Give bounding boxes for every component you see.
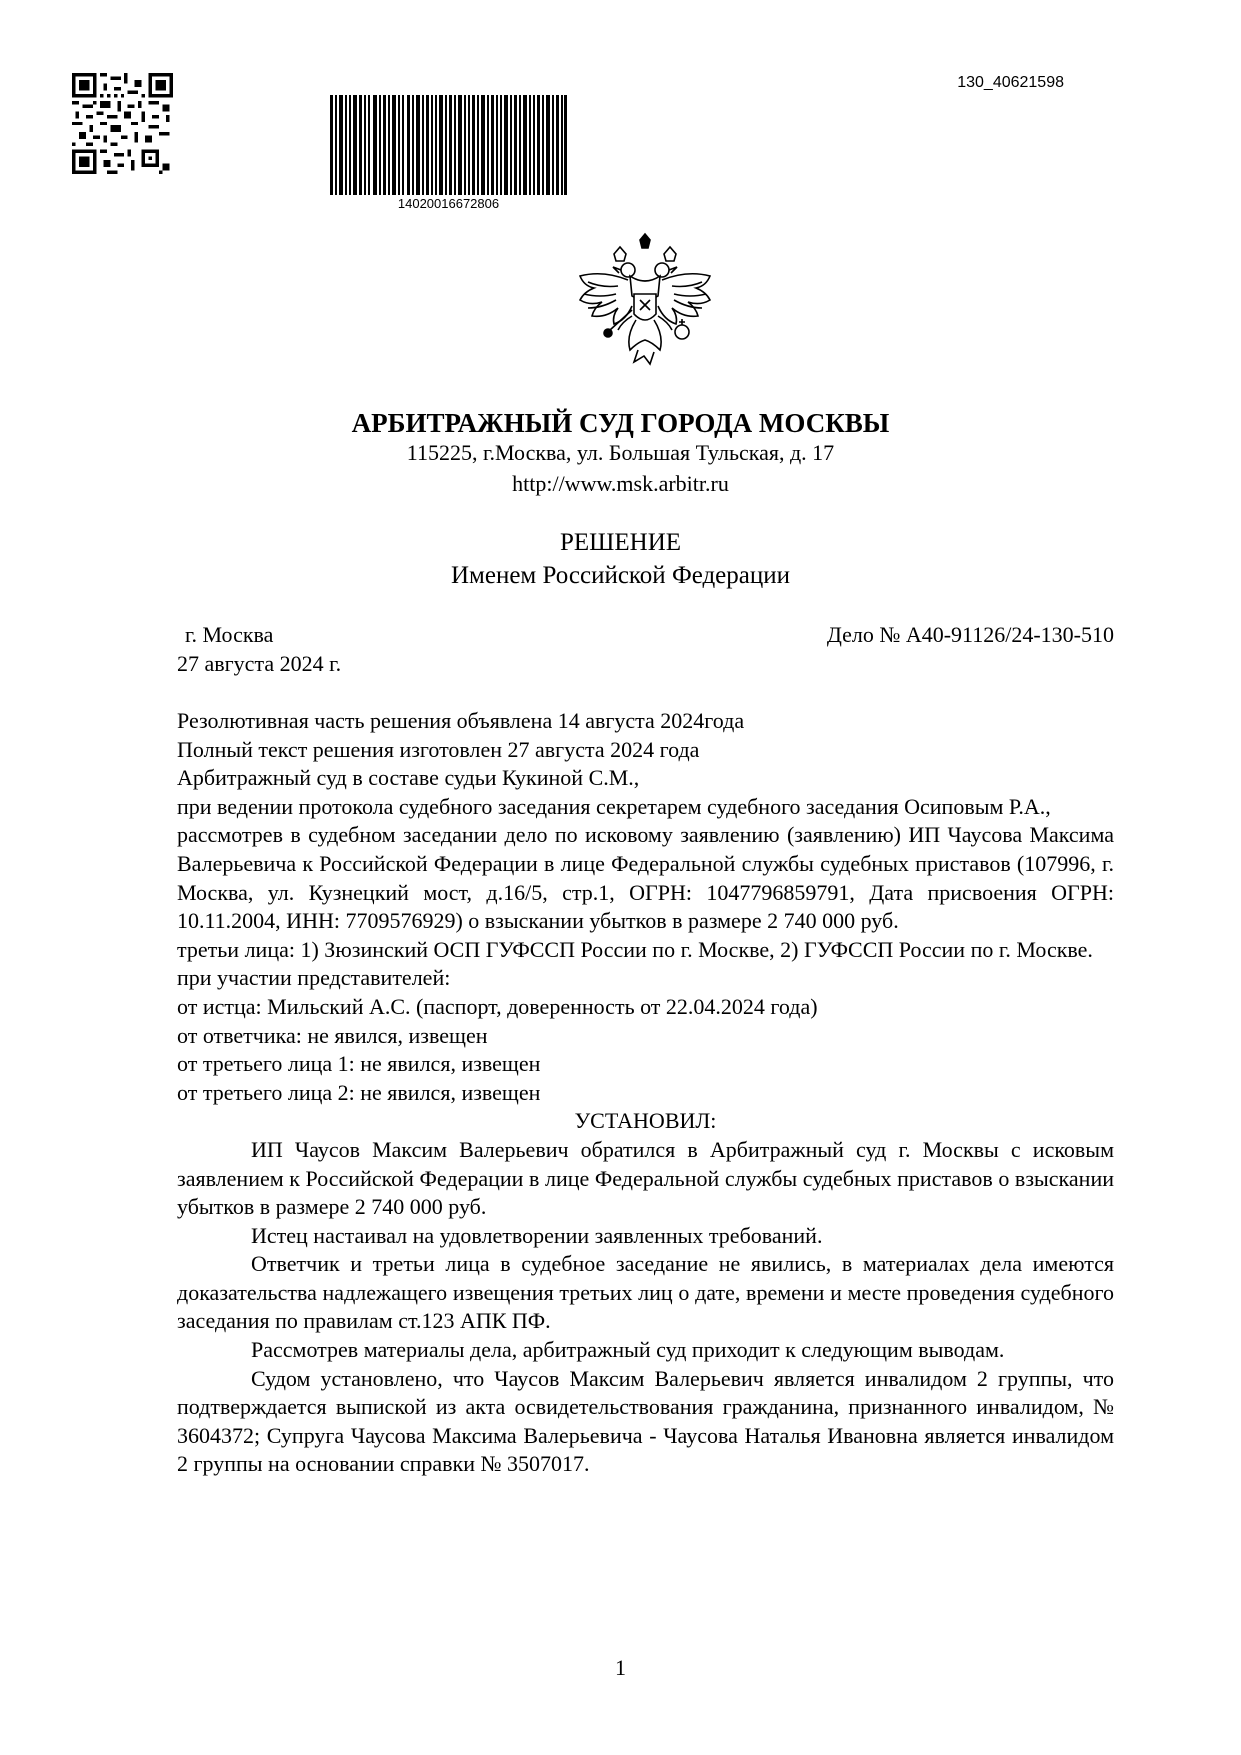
page-number: 1 [615,1655,626,1680]
body-paragraph: Ответчик и третьи лица в судебное заседание не явились, в материалах дела имеются доказательства надлежащего извещения третьих лиц о дате, времени и месте проведения судебного заседания по правилам ст.123 АПК ПФ. [177,1251,1114,1334]
body-paragraph: ИП Чаусов Максим Валерьевич обратился в Арбитражный суд г. Москвы с исковым заявлением к Российской Федерации в лице Федеральной службы судебных приставов о взыскании убытков в размере 2 740 000 руб. [177,1136,1114,1220]
body-paragraph: Истец настаивал на удовлетворении заявленных требований. [251,1222,823,1248]
body-paragraph: Судом установлено, что Чаусов Максим Валерьевич является инвалидом 2 группы, что подтверждается выпиской из акта освидетельствования гражданина, признанного инвалидом, № 3604372; Супруга Чаусова Максима Валерьевича - Чаусова Наталья Ивановна является инвалидом 2 группы на основании справки № 3507017. [177,1365,1114,1477]
section-heading: УСТАНОВИЛ: [574,1108,717,1134]
body-paragraph: Полный текст решения изготовлен 27 августа 2024 года [177,736,700,762]
decision-subtitle: Именем Российской Федерации [450,562,791,589]
document-id: 130_40621598 [957,74,1064,91]
decision-city: г. Москва [185,622,274,647]
body-paragraph: Арбитражный суд в составе судьи Кукиной С.М., [177,765,640,791]
case-number: Дело № А40-91126/24-130-510 [826,622,1114,647]
court-website-link[interactable]: http://www.msk.arbitr.ru [512,471,729,496]
body-paragraph: Рассмотрев материалы дела, арбитражный суд приходит к следующим выводам. [251,1337,1005,1363]
body-paragraph: третьи лица: 1) Зюзинский ОСП ГУФССП России по г. Москве, 2) ГУФССП России по г. Москве. [177,936,1093,962]
body-paragraph: рассмотрев в судебном заседании дело по исковому заявлению (заявлению) ИП Чаусова Максима Валерьевича к Российской Федерации в лице Федеральной службы судебных приставов (107996, г. Москва, ул. Кузнецкий мост, д.16/5, стр.1, ОГРН: 1047796859791, Дата присвоения ОГРН: 10.11.2004, ИНН: 7709576929) о взыскании убытков в размере 2 740 000 руб. [177,822,1114,934]
court-address: 115225, г.Москва, ул. Большая Тульская, д. 17 [406,440,835,465]
decision-title: РЕШЕНИЕ [559,529,682,556]
body-paragraph: от истца: Мильский А.С. (паспорт, доверенность от 22.04.2024 года) [177,993,818,1019]
decision-body [177,707,1114,1479]
body-paragraph: при ведении протокола судебного заседания секретарем судебного заседания Осиповым Р.А., [177,793,1051,819]
barcode-number: 14020016672806 [397,196,500,211]
barcode-image [330,95,567,195]
body-paragraph: Резолютивная часть решения объявлена 14 августа 2024года [177,708,745,733]
body-paragraph: от ответчика: не явился, извещен [177,1022,488,1048]
qr-code-image [72,73,173,174]
court-name: АРБИТРАЖНЫЙ СУД ГОРОДА МОСКВЫ [351,408,890,438]
decision-date: 27 августа 2024 г. [177,651,342,676]
body-paragraph: при участии представителей: [177,965,451,991]
body-paragraph: от третьего лица 1: не явился, извещен [177,1051,541,1077]
body-paragraph: от третьего лица 2: не явился, извещен [177,1079,541,1105]
coat-of-arms-icon [570,232,720,382]
